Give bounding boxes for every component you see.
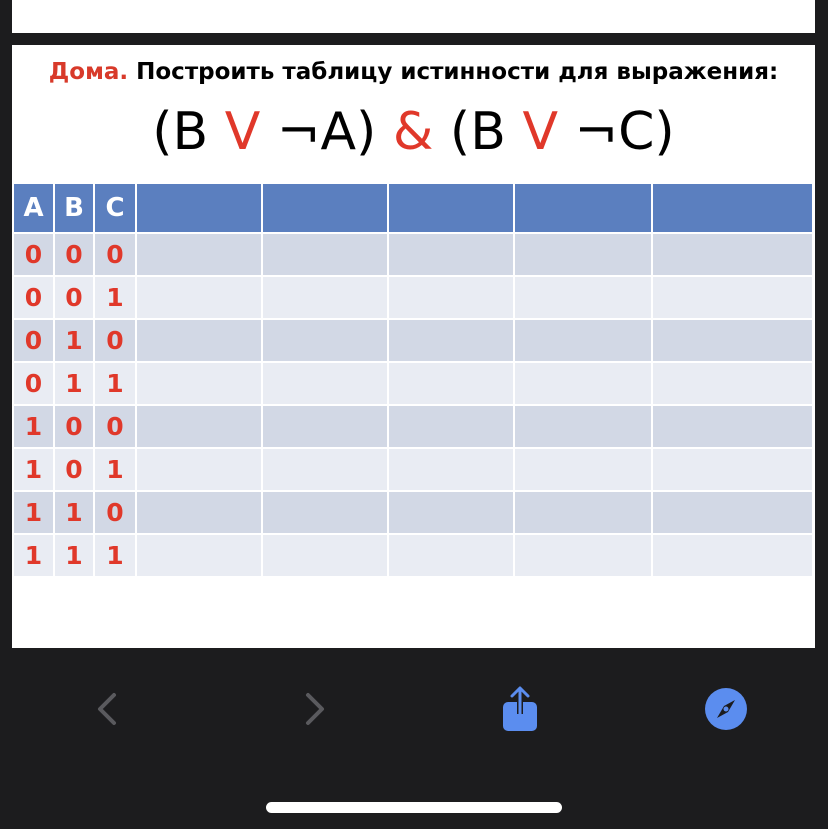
table-cell: 0 [13,276,54,319]
table-cell [652,276,813,319]
table-cell: 0 [94,405,136,448]
table-cell [262,233,388,276]
table-cell: 1 [54,491,94,534]
table-cell: 1 [94,448,136,491]
table-cell: 0 [94,233,136,276]
home-indicator[interactable] [266,802,562,813]
forward-button[interactable] [290,684,340,734]
header-cell [388,183,514,233]
header-cell [514,183,652,233]
table-cell: 0 [54,276,94,319]
table-cell [514,405,652,448]
table-cell [136,362,262,405]
table-cell: 0 [13,233,54,276]
table-cell [388,491,514,534]
header-cell [652,183,813,233]
formula-operator-or: V [522,102,559,162]
table-cell [388,405,514,448]
browser-toolbar [0,670,828,750]
compass-icon [704,687,748,731]
formula [12,100,815,164]
table-cell [262,276,388,319]
table-cell [262,534,388,577]
table-cell [652,534,813,577]
table-cell: 0 [94,319,136,362]
table-cell [514,276,652,319]
table-cell: 0 [94,491,136,534]
table-cell [514,491,652,534]
table-cell [514,233,652,276]
table-cell [652,491,813,534]
table-cell [652,362,813,405]
formula-operator-or: V [224,102,261,162]
task-text: Построить таблицу истинности для выражения: [128,59,779,85]
table-cell: 1 [13,448,54,491]
back-button[interactable] [82,684,132,734]
table-cell [136,276,262,319]
table-row [13,491,813,534]
table-header-row [13,183,813,233]
table-cell [388,233,514,276]
table-cell [136,491,262,534]
table-cell: 0 [13,319,54,362]
table-cell: 1 [54,362,94,405]
chevron-left-icon [94,689,120,729]
truth-table [12,182,814,578]
task-prefix: Дома. [48,59,129,85]
table-cell [136,319,262,362]
table-cell [652,405,813,448]
table-cell [514,448,652,491]
table-cell [388,276,514,319]
previous-slide [12,0,815,33]
table-cell [136,405,262,448]
table-cell: 1 [54,319,94,362]
table-row [13,448,813,491]
header-cell: C [94,183,136,233]
table-cell [262,448,388,491]
header-cell: B [54,183,94,233]
table-row [13,276,813,319]
header-cell [136,183,262,233]
table-cell: 0 [54,233,94,276]
table-row [13,319,813,362]
table-cell [262,362,388,405]
table-cell [388,362,514,405]
share-button[interactable] [495,684,545,734]
header-cell: A [13,183,54,233]
table-cell [136,233,262,276]
table-cell [652,319,813,362]
header-cell [262,183,388,233]
table-cell [514,362,652,405]
table-cell: 0 [54,405,94,448]
table-cell [136,534,262,577]
table-cell [388,448,514,491]
table-cell: 1 [94,534,136,577]
table-cell [514,319,652,362]
table-cell [262,319,388,362]
table-cell [652,233,813,276]
table-cell [388,319,514,362]
table-cell [262,491,388,534]
table-cell: 1 [13,491,54,534]
table-cell [514,534,652,577]
table-cell: 1 [13,405,54,448]
table-row [13,362,813,405]
chevron-right-icon [302,689,328,729]
formula-part: ¬C) [558,102,675,162]
formula-part: (B [433,102,523,162]
safari-button[interactable] [701,684,751,734]
task-title [12,59,815,85]
table-cell: 1 [13,534,54,577]
table-cell: 0 [54,448,94,491]
table-cell: 1 [94,276,136,319]
table-cell [388,534,514,577]
share-icon [500,684,540,734]
table-cell [262,405,388,448]
formula-part: ¬A) [260,102,393,162]
table-cell: 1 [94,362,136,405]
table-row [13,405,813,448]
table-row [13,534,813,577]
table-cell: 1 [54,534,94,577]
slide [12,45,815,648]
table-cell [136,448,262,491]
table-row [13,233,813,276]
formula-operator-and: & [392,102,434,162]
table-cell: 0 [13,362,54,405]
formula-part: (B [152,102,225,162]
table-cell [652,448,813,491]
